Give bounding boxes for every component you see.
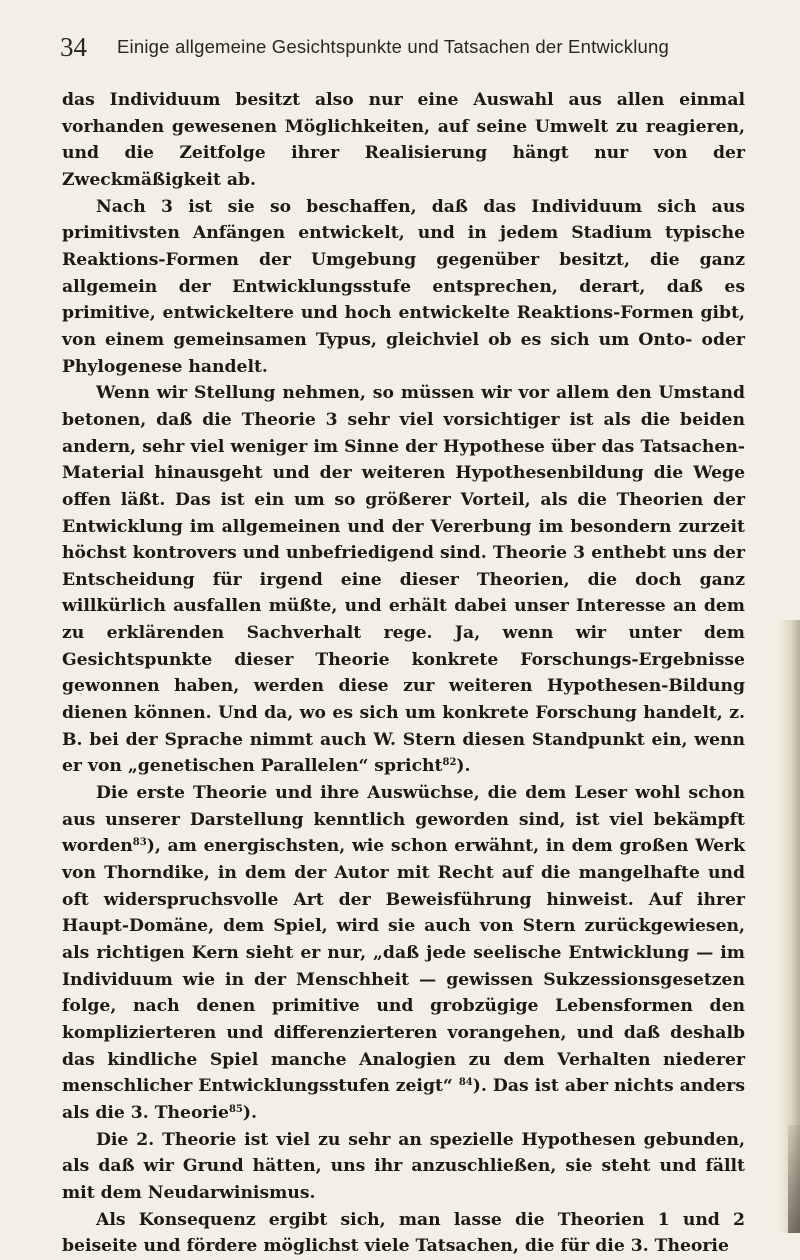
paragraph-4 bbox=[62, 780, 745, 1127]
paragraph-text-middle-2: ). Das ist aber nichts anders als die 3. Theorie bbox=[62, 1076, 745, 1123]
paragraph-text: das Individuum besitzt also nur eine Auswahl aus allen einmal vorhanden gewesenen Möglichkeiten, auf seine Umwelt zu reagieren, und die Zeitfolge ihrer Realisierung hängt nur von der Zweckmäßigkeit ab. bbox=[62, 90, 745, 190]
page-corner-shadow bbox=[788, 1125, 800, 1233]
running-head bbox=[60, 32, 760, 62]
paragraph-text-middle: ), am energischsten, wie schon erwähnt, in dem großen Werk von Thorndike, in dem der Autor mit Recht auf die mangelhafte und oft widerspruchsvolle Art der Beweisführung hinweist. Auf ihrer Haupt-Domäne, dem Spiel, wird sie auch von Stern zurückgewiesen, als richtigen Kern sieht er nur, „daß jede seelische Entwicklung — im Individuum wie in der Menschheit — gewissen Sukzessionsgesetzen folge, nach denen primitive und grobzügige Lebensformen den komplizierteren und differenzierteren vorangehen, und daß deshalb das kindliche Spiel manche Analogien zu dem Verhalten niederer menschlicher Entwicklungsstufen zeigt“ bbox=[62, 836, 745, 1097]
paragraph-text: Die erste Theorie und ihre Auswüchse, die dem Leser wohl schon aus unserer Darstellung kenntlich geworden sind, ist viel bekämpft worden bbox=[62, 783, 745, 857]
footnote-ref-84: 84 bbox=[458, 1077, 473, 1089]
paragraph-text: Nach 3 ist sie so beschaffen, daß das Individuum sich aus primitivsten Anfängen entwickelt, und in jedem Stadium typische Reaktions-Formen der Umgebung gegenüber besitzt, die ganz allgemein der Entwicklungsstufe entsprechen, derart, daß es primitive, entwickeltere und hoch entwickelte Reaktions-Formen gibt, von einem gemeinsamen Typus, gleichviel ob es sich um Onto- oder Phylogenese handelt. bbox=[62, 196, 745, 377]
footnote-ref-83: 83 bbox=[132, 837, 147, 849]
body-text bbox=[62, 87, 745, 1260]
paragraph-1 bbox=[62, 87, 745, 194]
paragraph-text: Wenn wir Stellung nehmen, so müssen wir vor allem den Umstand betonen, daß die Theorie 3 sehr viel vorsichtiger ist als die beiden andern, sehr viel weniger im Sinne der Hypothese über das Tatsachen-Material hinausgeht und der weiteren Hypothesenbildung die Wege offen läßt. Das ist ein um so größerer Vorteil, als die Theorien der Entwicklung im allgemeinen und der Vererbung im besondern zurzeit höchst kontrovers und unbefriedigend sind. Theorie 3 enthebt uns der Entscheidung für irgend eine dieser Theorien, die doch ganz willkürlich ausfallen müßte, und erhält dabei unser Interesse an dem zu erklärenden Sachverhalt rege. Ja, wenn wir unter dem Gesichtspunkte dieser Theorie konkrete Forschungs-Ergebnisse gewonnen haben, werden diese zur weiteren Hypothesen-Bildung dienen können. Und da, wo es sich um konkrete Forschung handelt, z. B. bei der Sprache nimmt auch W. Stern diesen Standpunkt ein, wenn er von „genetischen Parallelen“ spricht bbox=[62, 383, 745, 777]
paragraph-text: Als Konsequenz ergibt sich, man lasse die Theorien 1 und 2 beiseite und fördere möglichst viele Tatsachen, die für die 3. Theorie bbox=[62, 1209, 745, 1257]
footnote-ref-82: 82 bbox=[442, 757, 457, 769]
page-number: 34 bbox=[60, 32, 87, 62]
paragraph-text: Die 2. Theorie ist viel zu sehr an spezielle Hypothesen gebunden, als daß wir Grund hätten, uns ihr anzuschließen, sie steht und fällt mit dem Neudarwinismus. bbox=[62, 1129, 745, 1203]
paragraph-6 bbox=[62, 1207, 745, 1260]
paragraph-5 bbox=[62, 1127, 745, 1207]
paragraph-text-tail: ). bbox=[456, 756, 471, 777]
paragraph-2 bbox=[62, 194, 745, 381]
paragraph-3 bbox=[62, 380, 745, 780]
footnote-ref-85: 85 bbox=[228, 1103, 243, 1115]
running-title: Einige allgemeine Gesichtspunkte und Tatsachen der Entwicklung bbox=[117, 36, 669, 57]
paragraph-text-tail: ). bbox=[242, 1102, 257, 1123]
